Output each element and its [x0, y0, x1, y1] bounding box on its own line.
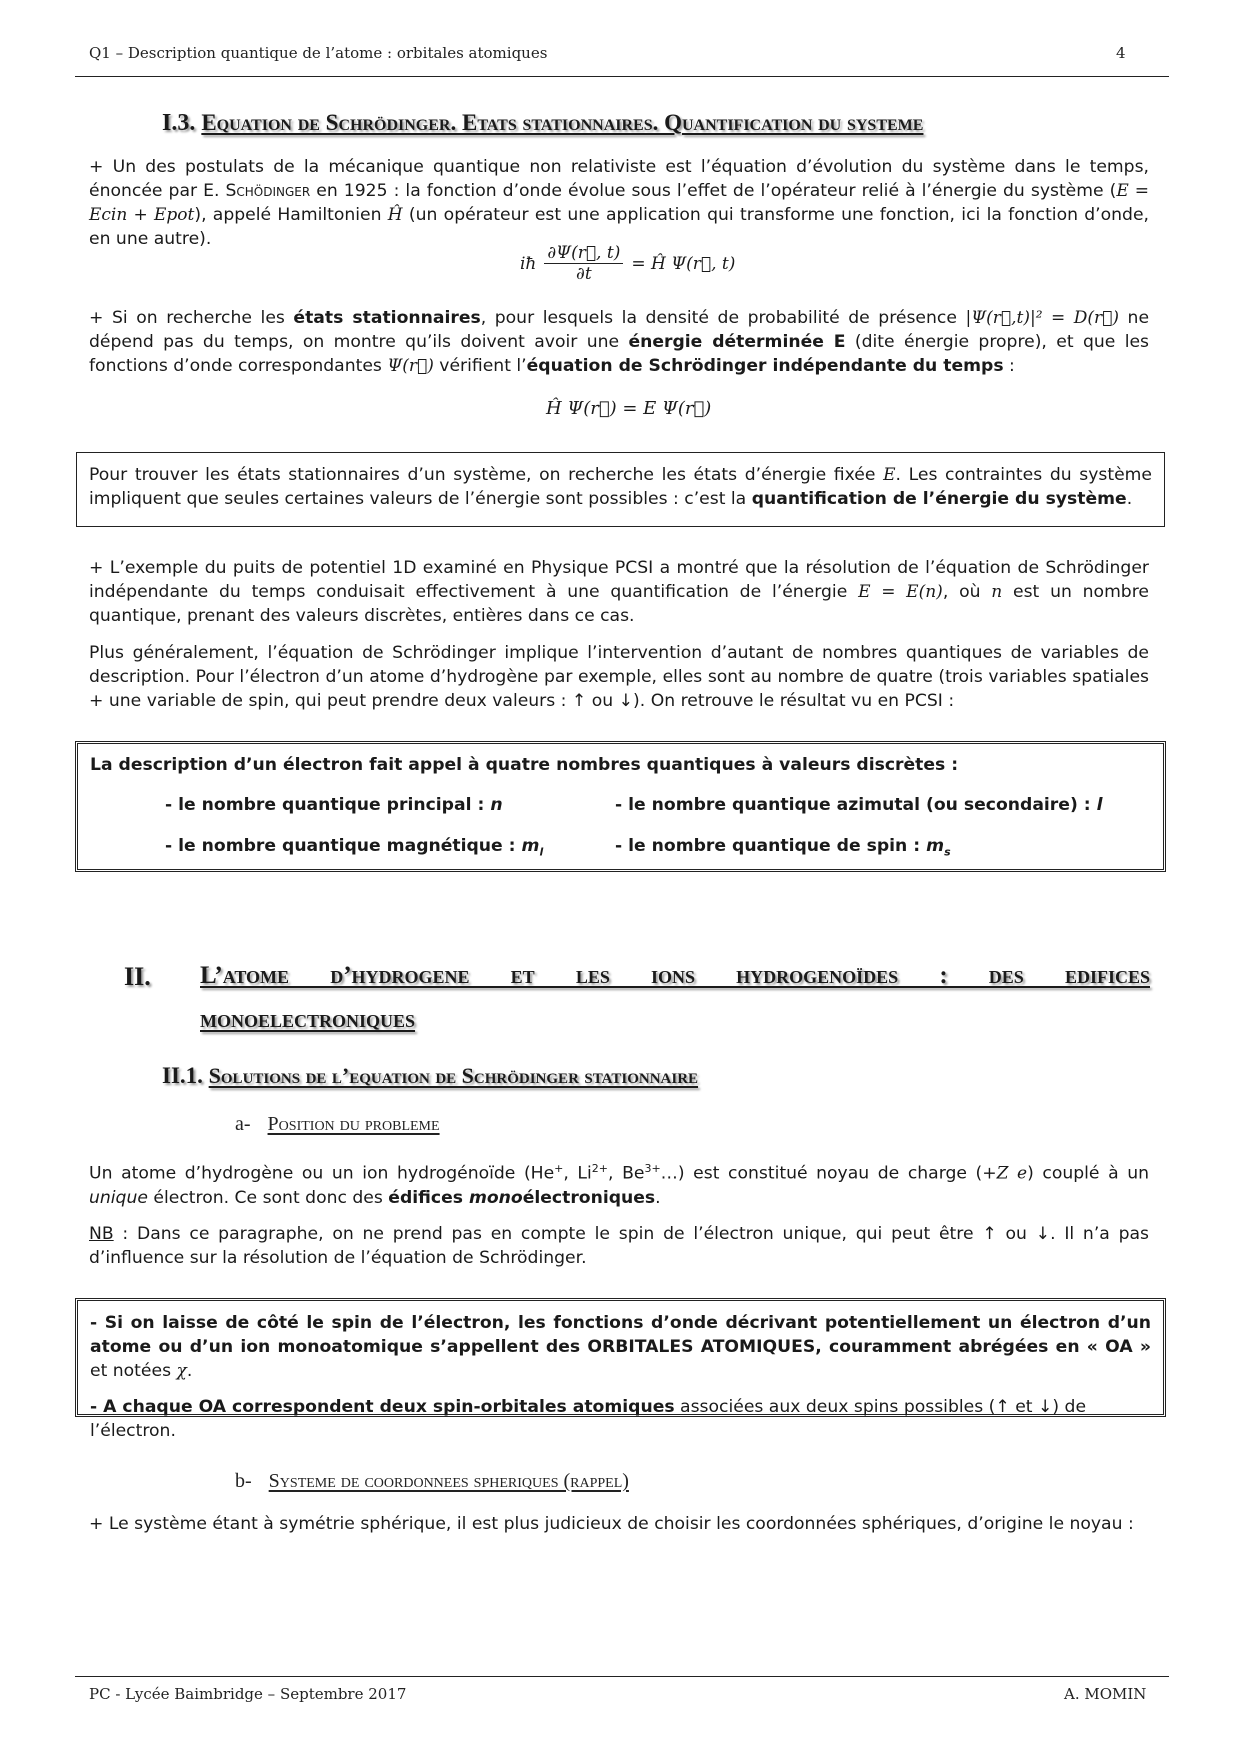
- bold-text: électroniques: [522, 1187, 656, 1208]
- section-number: I.3.: [162, 110, 196, 136]
- section-ii-title-line2: [200, 1006, 415, 1034]
- text: Pour trouver les états stationnaires d’un système, on recherche les états d’énergie fixée: [89, 465, 884, 485]
- subscript: s: [944, 845, 951, 859]
- paragraph-stationary-states: [89, 306, 1149, 378]
- section-i3-heading: [162, 110, 923, 137]
- footer-left: PC - Lycée Baimbridge – Septembre 2017: [89, 1685, 407, 1703]
- paragraph-spherical-coordinates: + Le système étant à symétrie sphérique, il est plus judicieux de choisir les coordonnées sphériques, d’origine le noyau :: [89, 1514, 1134, 1534]
- paragraph-schrodinger-postulate: [89, 155, 1149, 251]
- section-ii1-heading: [162, 1063, 698, 1089]
- bold-text: - A chaque OA correspondent deux spin-orbitales atomiques: [90, 1397, 675, 1417]
- subsection-a-heading: [235, 1113, 440, 1136]
- section-ii-title-line1: [200, 962, 1150, 990]
- paragraph-potential-well: [89, 556, 1149, 628]
- density-expression: |Ψ(r⃗,t)|² = D(r⃗): [965, 308, 1119, 328]
- n-symbol: n: [991, 582, 1003, 602]
- header-rule: [75, 76, 1169, 77]
- quantum-number-principal: [165, 795, 503, 815]
- box-atomic-orbitals: [75, 1298, 1166, 1441]
- text: Un atome d’hydrogène ou un ion hydrogénoïde (He: [89, 1163, 555, 1184]
- text: (dite énergie propre), et que les fonctions d’onde correspondantes: [89, 332, 1150, 376]
- box-atomic-orbitals-line2: [90, 1395, 1151, 1443]
- text: et notées: [90, 1361, 177, 1381]
- running-header-title: Q1 – Description quantique de l’atome : orbitales atomiques: [89, 44, 548, 62]
- nb-label: NB: [89, 1224, 114, 1244]
- box-quantum-numbers: [75, 741, 1166, 872]
- text: ) couplé à un: [1027, 1163, 1150, 1184]
- section-number: II.1.: [162, 1063, 203, 1088]
- text: .: [186, 1361, 193, 1381]
- text: .: [655, 1187, 661, 1208]
- text: , où: [942, 582, 992, 602]
- section-ii-number: II.: [124, 962, 151, 991]
- bold-text: équation de Schrödinger indépendante du temps: [526, 356, 1004, 376]
- text: (un opérateur est une application qui transforme une fonction, ici la fonction d’onde, en une autre).: [89, 205, 1149, 249]
- bold-text: édifices: [388, 1187, 469, 1208]
- label: b-: [235, 1470, 252, 1492]
- hamiltonian-symbol: Ĥ: [387, 205, 403, 225]
- superscript: 2+: [591, 1162, 609, 1175]
- title: Position du probleme: [267, 1113, 440, 1135]
- text: est un nombre quantique, prenant des valeurs discrètes, entières dans ce cas.: [89, 582, 1149, 626]
- label: - le nombre quantique principal :: [165, 795, 491, 815]
- superscript: 3+: [644, 1162, 661, 1175]
- symbol: n: [490, 795, 503, 815]
- box-quantum-numbers-title: La description d’un électron fait appel à quatre nombres quantiques à valeurs discrètes :: [90, 755, 959, 775]
- energy-symbol: E: [883, 465, 896, 485]
- section-title: Equation de Schrödinger. Etats stationnaires. Quantification du systeme: [201, 110, 924, 135]
- footer-rule: [75, 1676, 1169, 1677]
- charge-expression: Z e: [996, 1163, 1028, 1184]
- box-quantification: [76, 452, 1165, 527]
- paragraph-hydrogenoid: [89, 1157, 1149, 1210]
- italic-text: unique: [89, 1187, 148, 1208]
- box-atomic-orbitals-line1: [90, 1311, 1151, 1383]
- superscript: +: [554, 1162, 564, 1175]
- bold-text: quantification de l’énergie du système: [751, 489, 1127, 509]
- quantum-number-spin: [615, 836, 951, 858]
- paragraph-nb: [89, 1222, 1149, 1270]
- text: + L’exemple du puits de potentiel 1D examiné en Physique PCSI a montré que la résolution de l’équation de Schrödinger indépendante du temps conduisait effectivement à une quantification de l’énergie: [89, 558, 1149, 602]
- text: , Li: [563, 1163, 592, 1184]
- text: : Dans ce paragraphe, on ne prend pas en compte le spin de l’électron unique, qui peut être ↑ ou ↓. Il n’a pas d’influence sur la résolution de l’équation de Schrödinger.: [89, 1224, 1149, 1268]
- symbol: m: [926, 836, 945, 856]
- paragraph-quantum-numbers: Plus généralement, l’équation de Schrödinger implique l’intervention d’autant de nombres quantiques de variables de description. Pour l’électron d’un atome d’hydrogène par exemple, elles sont au nombre de quatre (trois variables spatiales + une variable de spin, qui peut prendre deux valeurs : ↑ ou ↓). On retrouve le résultat vu en PCSI :: [89, 643, 1149, 711]
- bold-text: énergie déterminée E: [628, 332, 846, 352]
- text: + Un des postulats de la mécanique quantique non relativiste est l’équation d’évolution du système dans le temps, énoncée par E.: [89, 157, 1149, 201]
- title-text: L’atome d’hydrogene et les ions hydrogenoïdes : des edifices: [200, 962, 1150, 989]
- text: ne dépend pas du temps, on montre qu’ils doivent avoir une: [89, 308, 1150, 352]
- label: a-: [235, 1113, 251, 1135]
- text: .: [1126, 489, 1133, 509]
- subscript: l: [539, 845, 544, 859]
- label: - le nombre quantique magnétique :: [165, 836, 522, 856]
- author-name: Schödinger: [225, 181, 311, 201]
- text: …) est constitué noyau de charge (+: [660, 1163, 997, 1184]
- bold-italic-text: mono: [468, 1187, 523, 1208]
- box-quantification-text: [89, 463, 1152, 511]
- bold-text: - Si on laisse de côté le spin de l’électron, les fonctions d’onde décrivant potentiellement un électron d’un atome ou d’un ion monoatomique s’appellent des ORBITALES ATOMIQUES, couramment abrégées en « OA »: [90, 1313, 1151, 1357]
- symbol: m: [521, 836, 540, 856]
- section-title: Solutions de l’equation de Schrödinger stationnaire: [208, 1063, 699, 1088]
- label: - le nombre quantique azimutal (ou secondaire) :: [615, 795, 1097, 815]
- equation-time-dependent: iħ $\frac{\partial\Psi(r⃗, t)}{\partial t}$ = Ĥ Ψ(r⃗, t): [520, 243, 736, 284]
- quantum-number-azimuthal: [615, 795, 1103, 815]
- chi-symbol: χ: [176, 1361, 187, 1381]
- label: - le nombre quantique de spin :: [615, 836, 927, 856]
- title-text: monoelectroniques: [200, 1006, 416, 1033]
- text: :: [1003, 356, 1015, 376]
- subsection-b-heading: [235, 1470, 629, 1493]
- text: , pour lesquels la densité de probabilité de présence: [480, 308, 966, 328]
- equation-stationary: Ĥ Ψ(r⃗) = E Ψ(r⃗): [546, 398, 712, 419]
- symbol: l: [1096, 795, 1103, 815]
- bold-text: états stationnaires: [293, 308, 481, 328]
- text: + Si on recherche les: [89, 308, 294, 328]
- psi-expression: Ψ(r⃗): [387, 356, 434, 376]
- quantum-number-magnetic: [165, 836, 543, 858]
- text: , Be: [608, 1163, 645, 1184]
- text: ), appelé Hamiltonien: [194, 205, 388, 225]
- text: électron. Ce sont donc des: [147, 1187, 389, 1208]
- title: Systeme de coordonnees spheriques (rappel): [268, 1470, 629, 1492]
- energy-function: E = E(n): [858, 582, 943, 602]
- footer-right: A. MOMIN: [1064, 1685, 1147, 1703]
- text: associées aux deux spins possibles (↑ et ↓) de l’électron.: [90, 1397, 1087, 1441]
- page-number: 4: [1116, 44, 1126, 62]
- energy-expression: E = Ecin + Epot: [89, 181, 1149, 225]
- text: vérifient l’: [433, 356, 527, 376]
- text: . Les contraintes du système impliquent que seules certaines valeurs de l’énergie sont possibles : c’est la: [89, 465, 1152, 509]
- text: en 1925 : la fonction d’onde évolue sous l’effet de l’opérateur relié à l’énergie du système (: [310, 181, 1117, 201]
